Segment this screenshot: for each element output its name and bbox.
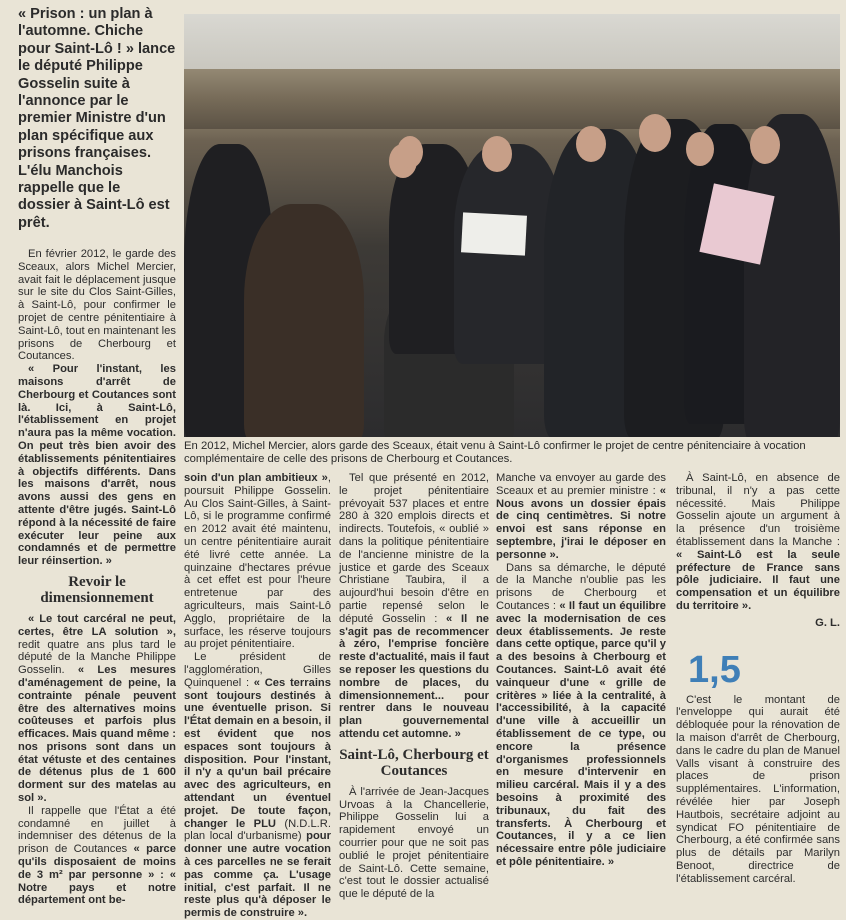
photo-treeline	[184, 69, 840, 129]
article-photo	[184, 14, 840, 437]
photo-caption: En 2012, Michel Mercier, alors garde des Sceaux, était venu à Saint-Lô confirmer le projet de centre pénitenciaire à vocation complémentaire de celle des prisons de Cherbourg et Coutances.	[184, 440, 806, 466]
paragraph: soin d'un plan ambitieux », poursuit Philippe Gosselin. Au Clos Saint-Gilles, à Saint-Lô, si le programme confirmé en 2012 avait été maintenu, un centre pénitentiaire aurait été livré cette année. La quinzaine d'hectares prévue à cet effet est pour l'heure entretenue par des agriculteurs, mais Saint-Lô Agglo, propriétaire de la surface, les réserve toujours au projet pénitentiaire.	[184, 472, 331, 651]
subheading-saint-lo: Saint-Lô, Cherbourg et Coutances	[339, 746, 489, 780]
paragraph: Le président de l'agglomération, Gilles Quinquenel : « Ces terrains sont toujours destinés à une éventuelle prison. Si l'État demain en a besoin, il est évident que nos espaces sont toujours à disposition. Pour l'instant, il n'y a qu'un bail précaire avec des agriculteurs, en attendant un éventuel projet. De toute façon, changer le PLU (N.D.L.R. plan local d'urbanisme) pour donner une autre vocation à ces parcelles ne se ferait pas comme ça. L'usage initial, c'est parfait. Il ne reste plus qu'à déposer le permis de construire ».	[184, 651, 331, 920]
photo-face	[750, 126, 780, 164]
author-initials: G. L.	[815, 616, 840, 629]
paragraph: Il rappelle que l'État a été condamné en juillet à indemniser des détenus de la prison de Coutances « parce qu'ils disposaient de moins de 3 m² par personne » : « Notre pays et notre département ont be-	[18, 804, 176, 907]
photo-figure	[244, 204, 364, 437]
photo-face	[482, 136, 512, 172]
article-column-3	[339, 472, 489, 901]
photo-face	[686, 132, 714, 166]
paragraph: Dans sa démarche, le député de la Manche n'oublie pas les prisons de Cherbourg et Coutances : « Il faut un équilibre avec la modernisation de ces deux établissements. Je reste dans cette optique, parce qu'il y a des besoins à Cherbourg et Coutances. Saint-Lô avait été vainqueur d'une « grille de critères » liée à la centralité, à l'accessibilité, à la capacité d'une ville à accueillir un établissement de ce type, ou encore la présence d'organismes professionnels en mesure d'intervenir en milieu carcéral. Mais il y a des besoins à proximité des tribunaux, du fait des transferts. À Cherbourg et Coutances, il y a ce lien nécessaire entre pôle judiciaire et pôle pénitentiaire. »	[496, 561, 667, 868]
paragraph: Manche va envoyer au garde des Sceaux et au premier ministre : « Nous avons un dossier épais de cinq centimètres. Si notre envoi est sans réponse en septembre, j'irai le déposer en personne ».	[496, 472, 666, 561]
paragraph: À Saint-Lô, en absence de tribunal, il n'y a pas cette nécessité. Mais Philippe Gosselin ajoute un argument à la présence d'un troisième établissement dans la Manche : « Saint-Lô est la seule préfecture de France sans pôle judiciaire. Il faut une compensation et un équilibre du territoire ».	[676, 472, 840, 612]
paragraph: « Le tout carcéral ne peut, certes, être LA solution », redit quatre ans plus tard le député de la Manche Philippe Gosselin. « Les mesures d'aménagement de peine, la contrainte pénale peuvent être des alternatives moins coûteuses et parfois plus efficaces. Mais quand même : nos prisons sont dans un état vétuste et des centaines de détenus plus de 1 600 dorment sur des matelas au sol ».	[18, 612, 176, 805]
paragraph: À l'arrivée de Jean-Jacques Urvoas à la Chancellerie, Philippe Gosselin lui a rapidement envoyé un courrier pour que ne soit pas oublié le projet pénitentiaire de Saint-Lô. Cette semaine, c'est tout le dossier actualisé que le député de la	[339, 785, 489, 901]
article-column-5	[676, 472, 840, 886]
paragraph: Tel que présenté en 2012, le projet pénitentiaire prévoyait 537 places et entre 280 à 320 emplois directs et indirects. Toutefois, « oublié » dans la politique pénitentiaire de l'ancienne ministre de la justice et garde des Sceaux Christiane Taubira, il a aujourd'hui besoin d'être en partie repensé selon le député Gosselin : « Il ne s'agit pas de recommencer à zéro, l'emprise foncière reste d'actualité, mais il faut se reposer les questions du nombre de places, du dimensionnement... pour rentrer dans le nouveau plan gouvernemental attendu cet automne. »	[339, 472, 489, 740]
key-figure: 1,5	[688, 648, 741, 691]
figure-explanation: C'est le montant de l'enveloppe qui aurait été débloquée pour la rénovation de la maison d'arrêt de Cherbourg, dans le cadre du plan de Manuel Valls visant à construire des places de prison supplémentaires. L'information, révélée hier par Joseph Hautbois, secrétaire adjoint au syndicat FO pénitentiaire de Cherbourg, a été confirmée sans plus de détails par Marilyn Benoot, directrice de l'établissement carcéral.	[676, 693, 840, 885]
article-lead: « Prison : un plan à l'automne. Chiche pour Saint-Lô ! » lance le député Philippe Gosselin suite à l'annonce par le premier Ministre d'un plan spécifique aux prisons françaises. L'élu Manchois rappelle que le dossier à Saint-Lô est prêt.	[18, 6, 176, 231]
paragraph: En février 2012, le garde des Sceaux, alors Michel Mercier, avait fait le déplacement jusque sur le site du Clos Saint-Gilles, à Saint-Lô, pour confirmer le projet de centre pénitentiaire à Saint-Lô, tout en maintenant les prisons de Cherbourg et Coutances.	[18, 248, 176, 363]
quote-paragraph: « Pour l'instant, les maisons d'arrêt de Cherbourg et Coutances sont là. Ici, à Saint-Lô, l'établissement en projet n'aura pas la même vocation. On peut très bien avoir des établissements pénitentiaires à objectifs différents. Dans les maisons d'arrêt, nous avons aussi des gens en attente d'être jugés. Saint-Lô répond à la nécessité de faire exécuter leur peine aux condamnés et de permettre leur réinsertion. »	[18, 363, 176, 568]
photo-face	[397, 136, 423, 168]
article-column-2	[184, 472, 331, 920]
article-column-1	[18, 248, 176, 907]
article-column-4	[496, 472, 666, 869]
photo-face	[639, 114, 671, 152]
subheading-revoir: Revoir le dimensionnement	[40, 573, 154, 607]
photo-face	[576, 126, 606, 162]
photo-document	[461, 212, 527, 255]
